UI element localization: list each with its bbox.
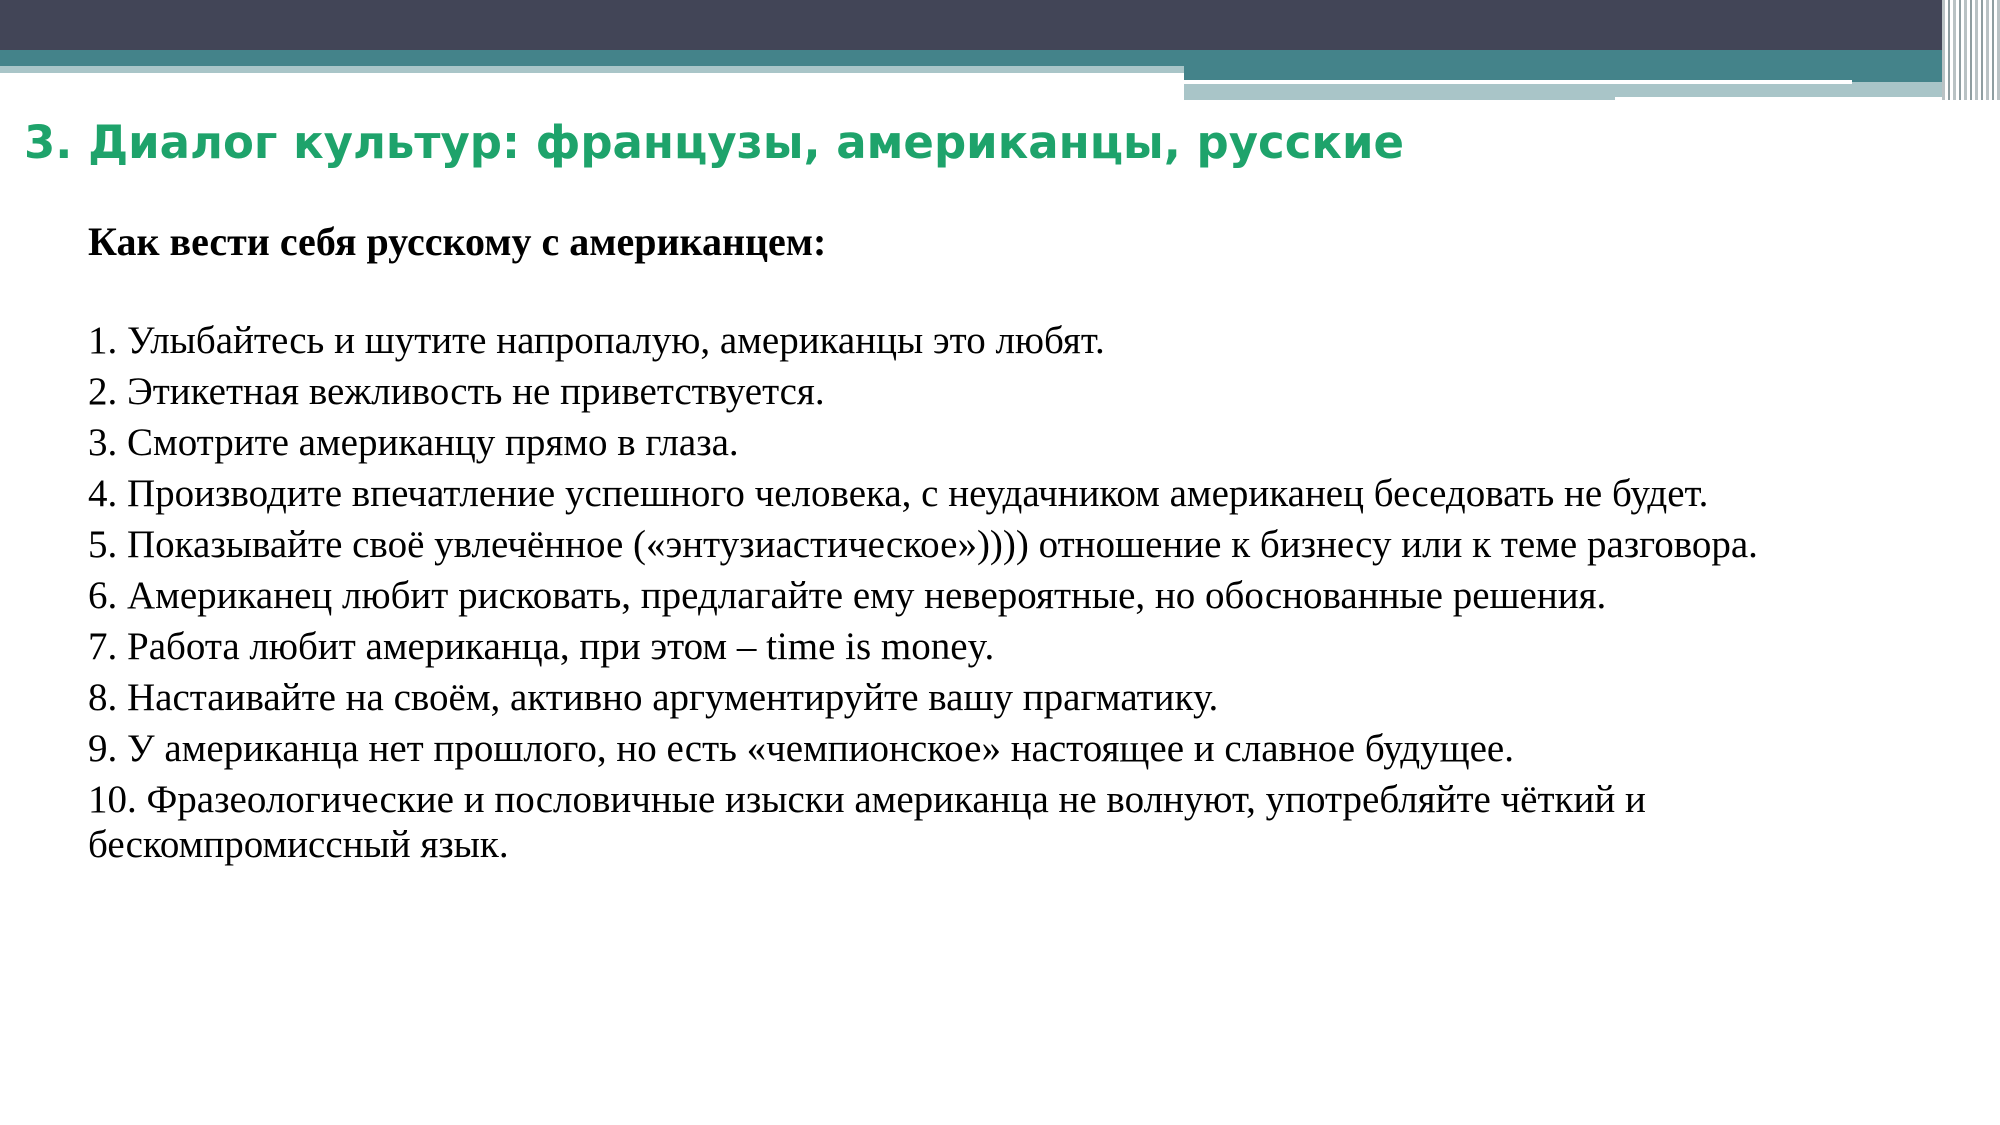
rule-item: 2. Этикетная вежливость не приветствуется. <box>88 370 825 413</box>
rule-item: 10. Фразеологические и пословичные изыски американца не волнуют, употребляйте чёткий и бескомпромиссный язык. <box>88 778 1646 866</box>
rule-item: 6. Американец любит рисковать, предлагайте ему невероятные, но обоснованные решения. <box>88 574 1607 617</box>
header-line-white <box>1184 80 1852 84</box>
header-band-dark <box>0 0 2000 50</box>
rule-item: 8. Настаивайте на своём, активно аргументируйте вашу прагматику. <box>88 676 1219 719</box>
rule-item: 4. Производите впечатление успешного человека, с неудачником американец беседовать не будет. <box>88 472 1709 515</box>
rule-item: 9. У американца нет прошлого, но есть «чемпионское» настоящее и славное будущее. <box>88 727 1514 770</box>
slide-subtitle: Как вести себя русскому с американцем: <box>88 219 827 264</box>
header-line-white-short <box>1615 97 1942 100</box>
rules-list <box>88 318 1958 873</box>
slide-title: 3. Диалог культур: французы, американцы, русские <box>24 116 1404 169</box>
rule-item: 3. Смотрите американцу прямо в глаза. <box>88 421 739 464</box>
header-stripes-decoration <box>1942 0 2000 100</box>
rule-item: 1. Улыбайтесь и шутите напропалую, американцы это любят. <box>88 319 1105 362</box>
rule-item: 7. Работа любит американца, при этом – time is money. <box>88 625 995 668</box>
header-band-light <box>0 66 1184 73</box>
header-band-teal <box>0 50 1942 66</box>
rule-item: 5. Показывайте своё увлечённое («энтузиастическое»)))) отношение к бизнесу или к теме разговора. <box>88 523 1758 566</box>
